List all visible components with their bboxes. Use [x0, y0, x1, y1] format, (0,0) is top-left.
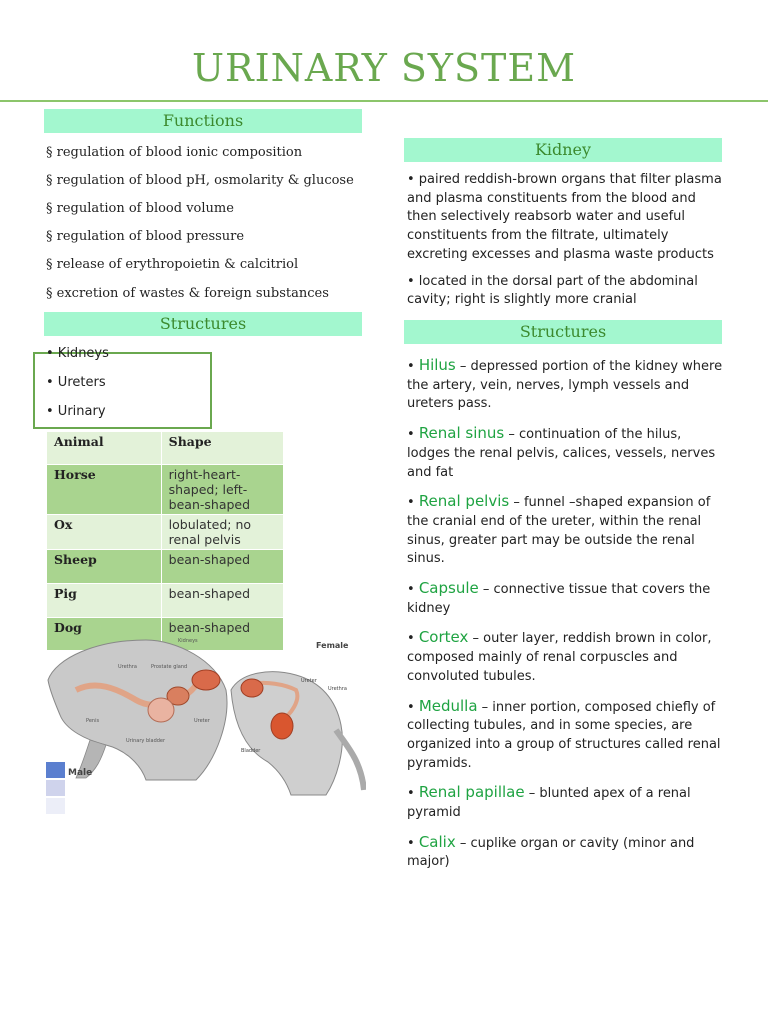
term-renal-papillae: Renal papillae: [418, 783, 525, 802]
definition-text: – connective tissue that covers the kidney: [407, 582, 711, 616]
term-renal-sinus: Renal sinus: [418, 424, 505, 443]
table-cell-shape: bean-shaped: [161, 550, 283, 584]
table-cell-animal: Horse: [47, 465, 162, 515]
definition-item: • Hilus – depressed portion of the kidney where the artery, vein, nerves, lymph vessels and ureters pass.: [407, 356, 723, 412]
legend-swatch: [46, 762, 65, 778]
definition-text: – cuplike organ or cavity (minor and major): [407, 835, 695, 870]
table-row: [47, 515, 284, 550]
definition-text: – inner portion, composed chiefly of collecting tubules, and in some species, are organized into a group of structures called renal pyramids.: [407, 699, 721, 771]
male-dog-figure: [48, 640, 227, 780]
function-item: § regulation of blood volume: [46, 201, 234, 216]
functions-heading: Functions: [44, 109, 362, 133]
table-cell-animal: Pig: [47, 584, 162, 618]
function-item: § excretion of wastes & foreign substances: [46, 286, 329, 301]
definition-item: • Renal papillae – blunted apex of a renal pyramid: [407, 783, 691, 821]
label-ureter: Ureter: [194, 718, 210, 724]
term-renal-pelvis: Renal pelvis: [418, 492, 510, 511]
kidney-shape-table: [46, 431, 284, 651]
kidney-description: [407, 171, 727, 318]
label-urethra-female: Urethra: [328, 686, 347, 692]
definition-text: – blunted apex of a renal pyramid: [407, 786, 691, 821]
table-header: Shape: [161, 432, 283, 465]
table-header: Animal: [47, 432, 162, 465]
title-divider: [0, 100, 768, 102]
table-cell-shape: lobulated; no renal pelvis: [161, 515, 283, 550]
definition-text: – depressed portion of the kidney where the artery, vein, nerves, lymph vessels and ureters pass.: [407, 359, 723, 412]
table-row: [47, 584, 284, 618]
structures-heading-left: Structures: [44, 312, 362, 336]
table-cell-shape: bean-shaped: [161, 584, 283, 618]
urinary-anatomy-illustration: [46, 630, 366, 820]
definition-item: • Medulla – inner portion, composed chiefly of collecting tubules, and in some species, are organized into a group of structures called renal pyramids.: [407, 696, 721, 771]
legend-swatch: [46, 780, 65, 796]
label-urethra: Urethra: [118, 664, 137, 670]
label-male: Male: [68, 768, 93, 778]
definition-item: • Renal sinus – continuation of the hilus, lodges the renal pelvis, calices, vessels, nerves and fat: [407, 424, 716, 480]
table-cell-animal: Dog: [47, 618, 162, 651]
table-row: [47, 465, 284, 515]
table-cell-shape: bean-shaped: [161, 618, 283, 651]
term-calix: Calix: [418, 832, 456, 851]
kidney-paragraph: • paired reddish-brown organs that filter plasma and plasma constituents from the blood and then selectively reabsorb water and useful constituents from the filtrate, ultimately excreting excesses and plasma waste products: [407, 172, 722, 262]
label-urinary-bladder: Urinary bladder: [126, 738, 166, 744]
function-item: § regulation of blood ionic composition: [46, 145, 303, 160]
structure-definitions: [407, 356, 727, 882]
legend-swatch: [46, 798, 65, 814]
definition-text: – continuation of the hilus, lodges the renal pelvis, calices, vessels, nerves and fat: [407, 427, 716, 480]
function-item: § release of erythropoietin & calcitriol: [46, 257, 299, 272]
kidney-heading: Kidney: [404, 138, 722, 162]
label-prostate: Prostate gland: [151, 664, 188, 670]
table-cell-shape: right-heart-shaped; left-bean-shaped: [161, 465, 283, 515]
label-penis: Penis: [86, 718, 100, 724]
page-title: URINARY SYSTEM: [191, 46, 577, 90]
table-cell-animal: Sheep: [47, 550, 162, 584]
label-kidneys: Kidneys: [178, 638, 198, 644]
function-item: § regulation of blood pH, osmolarity & glucose: [46, 173, 354, 188]
label-ureter-female: Ureter: [301, 678, 317, 684]
label-bladder: Bladder: [241, 748, 261, 754]
table-header-row: [47, 432, 284, 465]
table-cell-animal: Ox: [47, 515, 162, 550]
definition-text: – funnel –shaped expansion of the cranial end of the ureter, within the renal sinus, greater part may be outside the renal sinus.: [407, 495, 711, 567]
definition-item: • Capsule – connective tissue that covers the kidney: [407, 579, 711, 616]
term-medulla: Medulla: [418, 696, 478, 715]
definition-item: • Cortex – outer layer, reddish brown in color, composed mainly of renal corpuscles and convoluted tubules.: [407, 628, 712, 684]
structure-item: • Ureters: [46, 375, 106, 390]
term-capsule: Capsule: [418, 579, 479, 598]
definition-item: • Calix – cuplike organ or cavity (minor and major): [407, 832, 695, 870]
definition-item: • Renal pelvis – funnel –shaped expansion of the cranial end of the ureter, within the renal sinus, greater part may be outside the renal sinus.: [407, 492, 711, 567]
definition-text: – outer layer, reddish brown in color, composed mainly of renal corpuscles and convoluted tubules.: [407, 631, 712, 684]
structure-item: • Urinary: [46, 404, 106, 419]
structures-heading-right: Structures: [404, 320, 722, 344]
term-hilus: Hilus: [418, 356, 456, 374]
table-row: [47, 550, 284, 584]
term-cortex: Cortex: [418, 628, 469, 647]
kidney-paragraph: • located in the dorsal part of the abdominal cavity; right is slightly more cranial: [407, 273, 698, 308]
structure-item: • Kidneys: [46, 346, 109, 361]
label-female: Female: [316, 641, 349, 650]
function-item: § regulation of blood pressure: [46, 229, 245, 244]
